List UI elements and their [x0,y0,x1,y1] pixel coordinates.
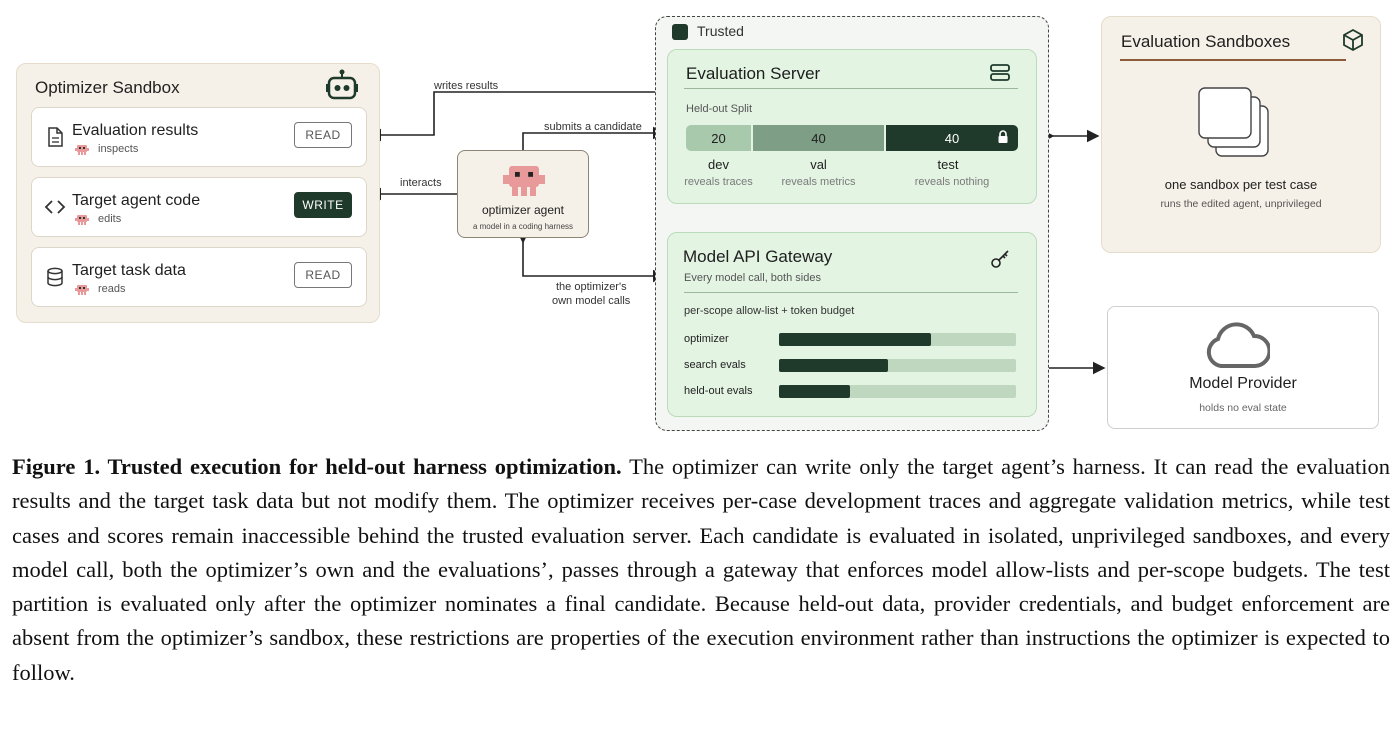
read-badge: READ [294,262,352,288]
split-test-count: 40 [944,130,960,146]
title-underline [1120,59,1346,61]
sandbox-item-target-task-data [31,247,367,307]
write-badge: WRITE [294,192,352,218]
read-badge: READ [294,122,352,148]
split-val-sub: reveals metrics [781,176,856,188]
writes-results-label: writes results [434,80,499,92]
budget-fill [779,385,850,398]
split-val-count: 40 [811,130,826,146]
submits-candidate-label: submits a candidate [544,121,642,133]
pig-robot-icon [74,214,90,226]
lock-icon [997,130,1009,144]
sandbox-item-label: Target task data [72,262,186,279]
split-val-bar [753,125,884,151]
own-calls-label-1: the optimizer's [556,281,627,293]
database-icon [44,266,66,288]
stacked-sandboxes-icon [1196,86,1276,160]
split-test-name: test [937,157,959,172]
agent-name: optimizer agent [481,203,565,217]
split-test-sub: reveals nothing [914,176,990,188]
sandbox-item-target-agent-code [31,177,367,237]
split-dev-sub: reveals traces [684,176,753,188]
gateway-subtitle: Every model call, both sides [684,272,821,284]
bar-label-search-evals: search evals [684,359,746,371]
budget-bar-optimizer [779,333,1016,346]
split-dev-bar [686,125,751,151]
gateway-title: Model API Gateway [683,247,833,266]
budget-bar-held-out-evals [779,385,1016,398]
pig-robot-icon [74,144,90,156]
document-icon [44,126,66,148]
server-icon [989,63,1011,83]
split-val-name: val [810,157,827,172]
sandbox-item-sub: edits [98,213,122,225]
trusted-label: Trusted [697,23,744,39]
sandbox-item-evaluation-results [31,107,367,167]
trusted-marker [672,24,688,40]
interacts-label: interacts [400,177,442,189]
submits-candidate-arrow [523,133,664,150]
budget-fill [779,359,888,372]
divider [684,292,1018,293]
split-dev-name: dev [708,157,729,172]
optimizer-sandbox-title: Optimizer Sandbox [35,78,180,97]
budget-fill [779,333,931,346]
code-icon [44,196,66,218]
cube-icon [1341,28,1365,52]
budget-bar-search-evals [779,359,1016,372]
evaluation-server-title: Evaluation Server [686,64,821,83]
bar-label-optimizer: optimizer [684,333,729,345]
pig-robot-icon [74,284,90,296]
sandbox-item-sub: inspects [98,143,139,155]
own-calls-label-2: own model calls [552,295,631,307]
figure-caption-label: Figure 1. Trusted execution for held-out harness optimization. [12,454,622,479]
sandbox-caption: one sandbox per test case [1164,177,1318,192]
provider-sub: holds no eval state [1199,402,1287,414]
sandbox-item-label: Target agent code [72,192,201,209]
pig-robot-icon [500,163,548,199]
divider [684,88,1018,89]
own-calls-arrow [523,242,664,276]
cloud-icon [1204,318,1270,372]
figure-caption [12,450,1390,690]
figure-caption-text: The optimizer can write only the target agent’s harness. It can read the evaluation results and the target task data but not modify them. The optimizer receives per-case development traces and aggregate validation metrics, while test cases and scores remain inaccessible behind the trusted evaluation server. Each candidate is evaluated in isolated, unprivileged sandboxes, and every model call, both the optimizer’s own and the evaluations’, passes through a gateway that enforces model allow-lists and per-scope budgets. The test partition is evaluated only after the optimizer nominates a final candidate. Because held-out data, provider credentials, and budget enforcement are absent from the optimizer’s sandbox, these restrictions are properties of the execution environment rather than instructions the optimizer is expected to follow. [12,454,1390,685]
robot-icon [325,69,359,101]
provider-title: Model Provider [1189,375,1297,392]
budget-label: per-scope allow-list + token budget [684,305,855,317]
sandbox-sub: runs the edited agent, unprivileged [1160,198,1322,210]
key-icon [990,248,1012,270]
sandbox-item-label: Evaluation results [72,122,199,139]
sandbox-item-sub: reads [98,283,126,295]
bar-label-held-out-evals: held-out evals [684,385,753,397]
agent-sub: a model in a coding harness [472,222,574,231]
evaluation-sandboxes-title: Evaluation Sandboxes [1121,32,1291,51]
optimizer-agent [457,150,589,238]
split-label: Held-out Split [686,103,753,115]
split-dev-count: 20 [711,130,726,146]
